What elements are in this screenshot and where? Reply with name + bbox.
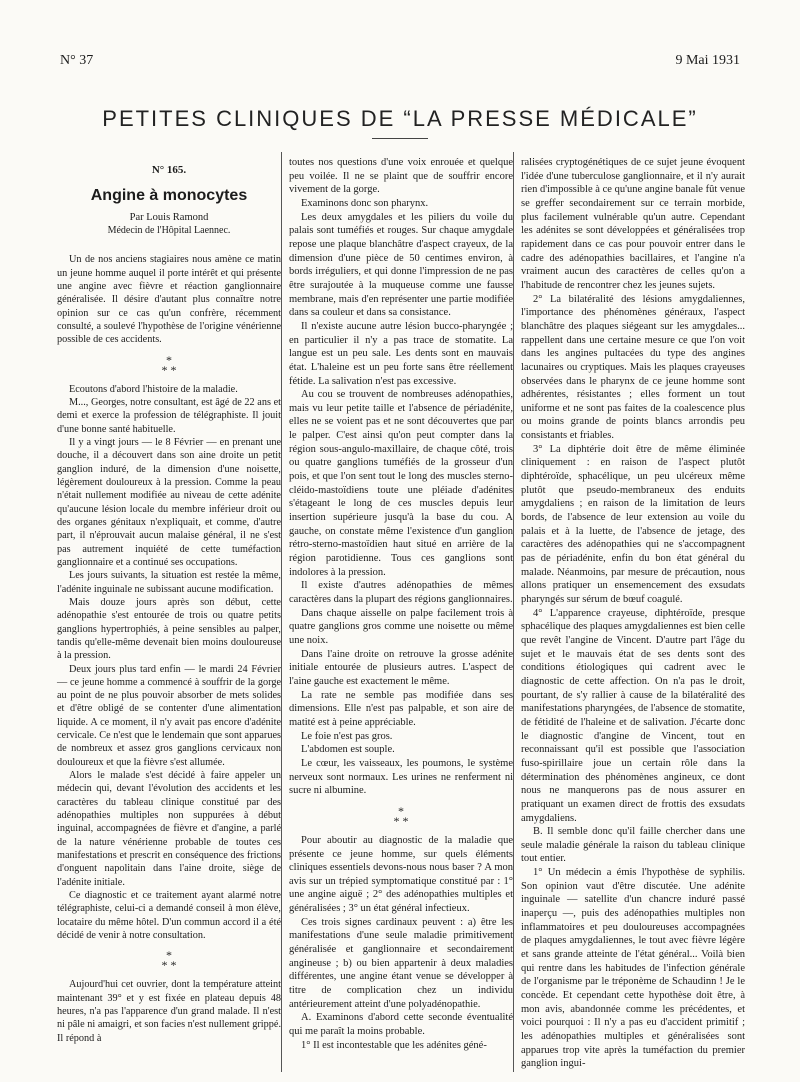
column-3 <box>521 156 745 1071</box>
paragraph: Dans l'aine droite on retrouve la grosse adénite initiale entourée de plusieurs autres. L'aspect de l'aine gauche est exactement le même. <box>289 648 513 687</box>
paragraph: Les jours suivants, la situation est restée la même, l'adénite inguinale ne subissant aucune modification. <box>57 570 281 595</box>
paragraph: Mais douze jours après son début, cette adénopathie s'est entourée de trois ou quatre petits ganglions hypertrophiés, à peine sensibles au palper, tandis qu'elle-même devenait bien moins douloureuse à la pression. <box>57 596 281 662</box>
paragraph: toutes nos questions d'une voix enrouée et quelque peu voilée. Il ne se plaint que de souffrir encore vivement de la gorge. <box>289 157 513 196</box>
paragraph: Il y a vingt jours — le 8 Février — en prenant une douche, il a découvert dans son aine droite un petit ganglion induré, de la dimension d'une noisette, légèrement douloureux à la pression. Comme la peau n'était nullement modifiée au niveau de cette adénite qu'aucune lésion locale du membre inférieur droit ou des organes génitaux n'expliquait, et comme, d'autre part, il n'éprouvait aucun malaise général, il ne s'est pas autrement inquiété de cette tuméfaction ganglionnaire et a continué ses occupations. <box>57 436 281 568</box>
paragraph: Le cœur, les vaisseaux, les poumons, le système nerveux sont normaux. Les urines ne renferment ni sucre ni albumine. <box>289 757 513 797</box>
paragraph: Le foie n'est pas gros. <box>301 730 393 742</box>
paragraph: Ce diagnostic et ce traitement ayant alarmé notre télégraphiste, celui-ci a demandé conseil à mon élève, locataire du même hôtel. D'un commun accord il a été décidé de venir à notre consultation. <box>57 890 281 942</box>
paragraph: 4° L'apparence crayeuse, diphtéroïde, presque sphacélique des plaques amygdaliennes est bien celle que revêt l'angine de Vincent. D'autre part l'âge du sujet et le mauvais état de ses dents sont des conditions étiologiques qui cadrent avec le diagnostic de cette affection. On n'a pas le droit, pourtant, de s'y rallier à cause de la bilatéralité des manifestations pharyngées, de l'absence de stomatite, de fétidité de l'haleine et de salivation. J'écarte donc le diagnostic d'angine de Vincent, tout en reconnaissant qu'il est possible que l'association fuso-spirillaire joue un certain rôle dans la détermination des phénomènes angineux, ce dont nous ne manquerons pas de nous assurer en pratiquant un examen direct de frottis des exsudats amygdaliens. <box>521 607 745 824</box>
paragraph: 3° La diphtérie doit être de même éliminée cliniquement : en raison de l'aspect plutôt diphtéroïde, sphacélique, un peu ulcéreux même plutôt que pseudo-membraneux des enduits amygdaliens ; en raison de la limitation de leurs bords, de l'absence de leur extension au voile du palais et à la luette, de l'absence de jetage, des caractères des adénopathies qui ne s'accompagnent pas de périadénite, enfin du bon état général du malade. Néanmoins, par mesure de précaution, nous allons pratiquer un ensemencement des exsudats pharyngés sur sérum de bœuf coagulé. <box>521 443 745 605</box>
paragraph: 1° Un médecin a émis l'hypothèse de syphilis. Son opinion vaut d'être discutée. Une adénite inguinale — satellite d'un chancre induré passé inaperçu —, puis des adénopathies multiples non inflammatoires et peu douloureuses accompagnées de plaques amygdaliennes, le tout avec fièvre légère et sans grande atteinte de l'état général... Voilà bien qui rentre dans les habitudes de l'infection générale de l'organisme par le tréponème de Schaudinn ! Je le concède. Et cependant cette hypothèse doit être, à mon avis, abandonnée comme les précédentes, et voici pourquoi : Il n'y a pas eu d'accident primitif ; les adénopathies multiples et généralisées sont apparues trop vite après la tuméfaction du premier ganglion ingui- <box>521 867 745 1070</box>
paragraph: B. Il semble donc qu'il faille chercher dans une seule maladie générale la raison du tableau clinique tout entier. <box>521 826 745 865</box>
article-affiliation: Médecin de l'Hôpital Laennec. <box>107 224 231 236</box>
column-2 <box>289 156 513 1052</box>
column-divider <box>513 152 514 1072</box>
issue-date: 9 Mai 1931 <box>675 53 740 68</box>
paragraph: Ces trois signes cardinaux peuvent : a) être les manifestations d'une seule maladie primitivement généralisée et ganglionnaire et secondairement angineuse ; b) ou bien appartenir à deux maladies différentes, une angine étant venue se développer à titre de complication chez un individu antérieurement atteint d'une polyadénopathie. <box>289 916 513 1010</box>
paragraph: Alors le malade s'est décidé à faire appeler un médecin qui, devant l'évolution des accidents et les caractères du tableau clinique constitué par des adénopathies multiples non suppurées à début inguinal, accompagnées de fièvre et d'angine, a parlé de la nature vénérienne probable de toutes ces manifestations et prescrit en conséquence des frictions d'onguent napolitain dans l'aine droite, siège de l'adénite initiale. <box>57 770 281 888</box>
paragraph: La rate ne semble pas modifiée dans ses dimensions. Elle n'est pas palpable, et son aire de matité est à peine appréciable. <box>289 689 513 728</box>
paragraph: ralisées cryptogénétiques de ce sujet jeune évoquent l'idée d'une tuberculose ganglionnaire, et il n'y aurait rien d'impossible à ce qu'une angine banale fût venue se greffer secondairement sur ce terrain morbide, plus facilement vulnérable qu'un autre. Cependant les adénites se sont développées et généralisées trop rapidement dans ce cas pour pouvoir entrer dans le cadre des adénopathies bacillaires, et l'angine n'a vraiment aucun des caractères de celles qu'on a l'habitude de rencontrer chez les jeunes sujets. <box>521 157 745 291</box>
paragraph: Il n'existe aucune autre lésion bucco-pharyngée ; en particulier il n'y a pas trace de stomatite. La langue est un peu sale. Les dents sont en mauvais état. L'haleine est un peu forte sans être réellement fétide. La salivation n'est pas excessive. <box>289 320 513 387</box>
section-separator: * * * <box>161 352 177 377</box>
paragraph: A. Examinons d'abord cette seconde éventualité qui me paraît la moins probable. <box>289 1012 513 1038</box>
paragraph: Dans chaque aisselle on palpe facilement trois à quatre ganglions gros comme une noisette ou même une noix. <box>289 607 513 646</box>
paragraph: Il existe d'autres adénopathies de mêmes caractères dans la plupart des régions ganglionnaires. <box>289 580 513 605</box>
paragraph: 2° La bilatéralité des lésions amygdaliennes, l'importance des phénomènes généraux, l'aspect blanchâtre des plaques siégeant sur les amygdales... rappellent dans une certaine mesure ce que l'on voit dans les angines pultacées du type des angines lacunaires ou cryptiques. Mais les plaques crayeuses observées dans le pharynx de ce jeune homme sont adhérentes, résistantes ; elles forment un tout uniforme et ne sont pas faites de la coalescence plus ou moins grande de points blancs arrondis peu consistants et friables. <box>521 293 745 442</box>
section-separator: * * * <box>393 803 409 828</box>
article-byline: Par Louis Ramond <box>129 211 209 223</box>
paragraph: Examinons donc son pharynx. <box>301 197 429 209</box>
article-title: Angine à monocytes <box>90 187 248 205</box>
paragraph: Un de nos anciens stagiaires nous amène ce matin un jeune homme auquel il porte intérêt et qui présente une angine avec fièvre et réaction ganglionnaire généralisée. Il désire d'autant plus connaître notre opinion sur ce cas qu'un confrère, récemment consulté, a soulevé l'hypothèse de l'origine vénérienne possible de ces accidents. <box>57 254 281 346</box>
issue-number: N° 37 <box>60 53 94 68</box>
paragraph: Les deux amygdales et les piliers du voile du palais sont tuméfiés et rouges. Sur chaque amygdale repose une plaque blanchâtre d'aspect crayeux, de la dimension d'une pièce de 50 centimes environ, à bords irréguliers, et qui donne l'impression de ne pas être surajoutée à la muqueuse comme une fausse membrane, mais d'en représenter une partie modifiée dans sa couleur et dans sa consistance. <box>289 211 513 319</box>
paragraph: Au cou se trouvent de nombreuses adénopathies, mais vu leur petite taille et l'absence de périadénite, elles ne se voient pas et ne sont découvertes que par le palper. C'est ainsi qu'on peut compter dans la région sous-angulo-maxillaire, de chaque côté, trois ou quatre ganglions tuméfiés de la grosseur d'un pois, et que l'on sent tout le long des muscles sterno-cléido-mastoïdiens toute une pléiade d'adénites s'étageant le long de ces muscles depuis leur insertion supérieure jusqu'à la base du cou. A gauche, on constate même l'existence d'un ganglion rétro-sterno-mastoïdien haut situé en arrière de la région parotidienne. Tous ces ganglions sont indolores à la pression. <box>289 389 513 578</box>
page-title: PETITES CLINIQUES DE “LA PRESSE MÉDICALE” <box>102 106 698 131</box>
column-1 <box>57 156 281 1045</box>
paragraph: Aujourd'hui cet ouvrier, dont la température atteint maintenant 39° et y est fixée en plateau depuis 48 heures, n'a pas l'apparence d'un grand malade. Il n'est ni pâle ni amaigri, et son facies n'est nullement grippé. Il répond à <box>57 979 281 1044</box>
article-number: N° 165. <box>151 164 187 176</box>
title-rule <box>372 138 428 139</box>
paragraph: Ecoutons d'abord l'histoire de la maladie. <box>69 383 238 395</box>
paragraph: L'abdomen est souple. <box>301 744 395 756</box>
paragraph: Pour aboutir au diagnostic de la maladie que présente ce jeune homme, sur quels éléments cliniques essentiels devons-nous nous baser ? A mon avis sur un trépied symptomatique constitué par : 1° une angine aiguë ; 2° des adénopathies multiples et généralisées ; 3° un état général infectieux. <box>289 834 513 915</box>
column-divider <box>281 152 282 1072</box>
section-separator: * * * <box>161 948 177 973</box>
paragraph: Deux jours plus tard enfin — le mardi 24 Février — ce jeune homme a commencé à souffrir de la gorge au point de ne plus pouvoir absorber de mets solides et d'être obligé de se contenter d'une alimentation liquide. A ce moment, il n'y avait pas encore d'adénite cervicale. Ce n'est que le lendemain que sont apparues de nombreux et assez gros ganglions cervicaux non douloureux et que la fièvre s'est allumée. <box>57 663 281 768</box>
paragraph: 1° Il est incontestable que les adénites géné- <box>301 1039 487 1051</box>
paragraph: M..., Georges, notre consultant, est âgé de 22 ans et demi et exerce la profession de télégraphiste. Il jouit d'une bonne santé habituelle. <box>57 396 281 435</box>
